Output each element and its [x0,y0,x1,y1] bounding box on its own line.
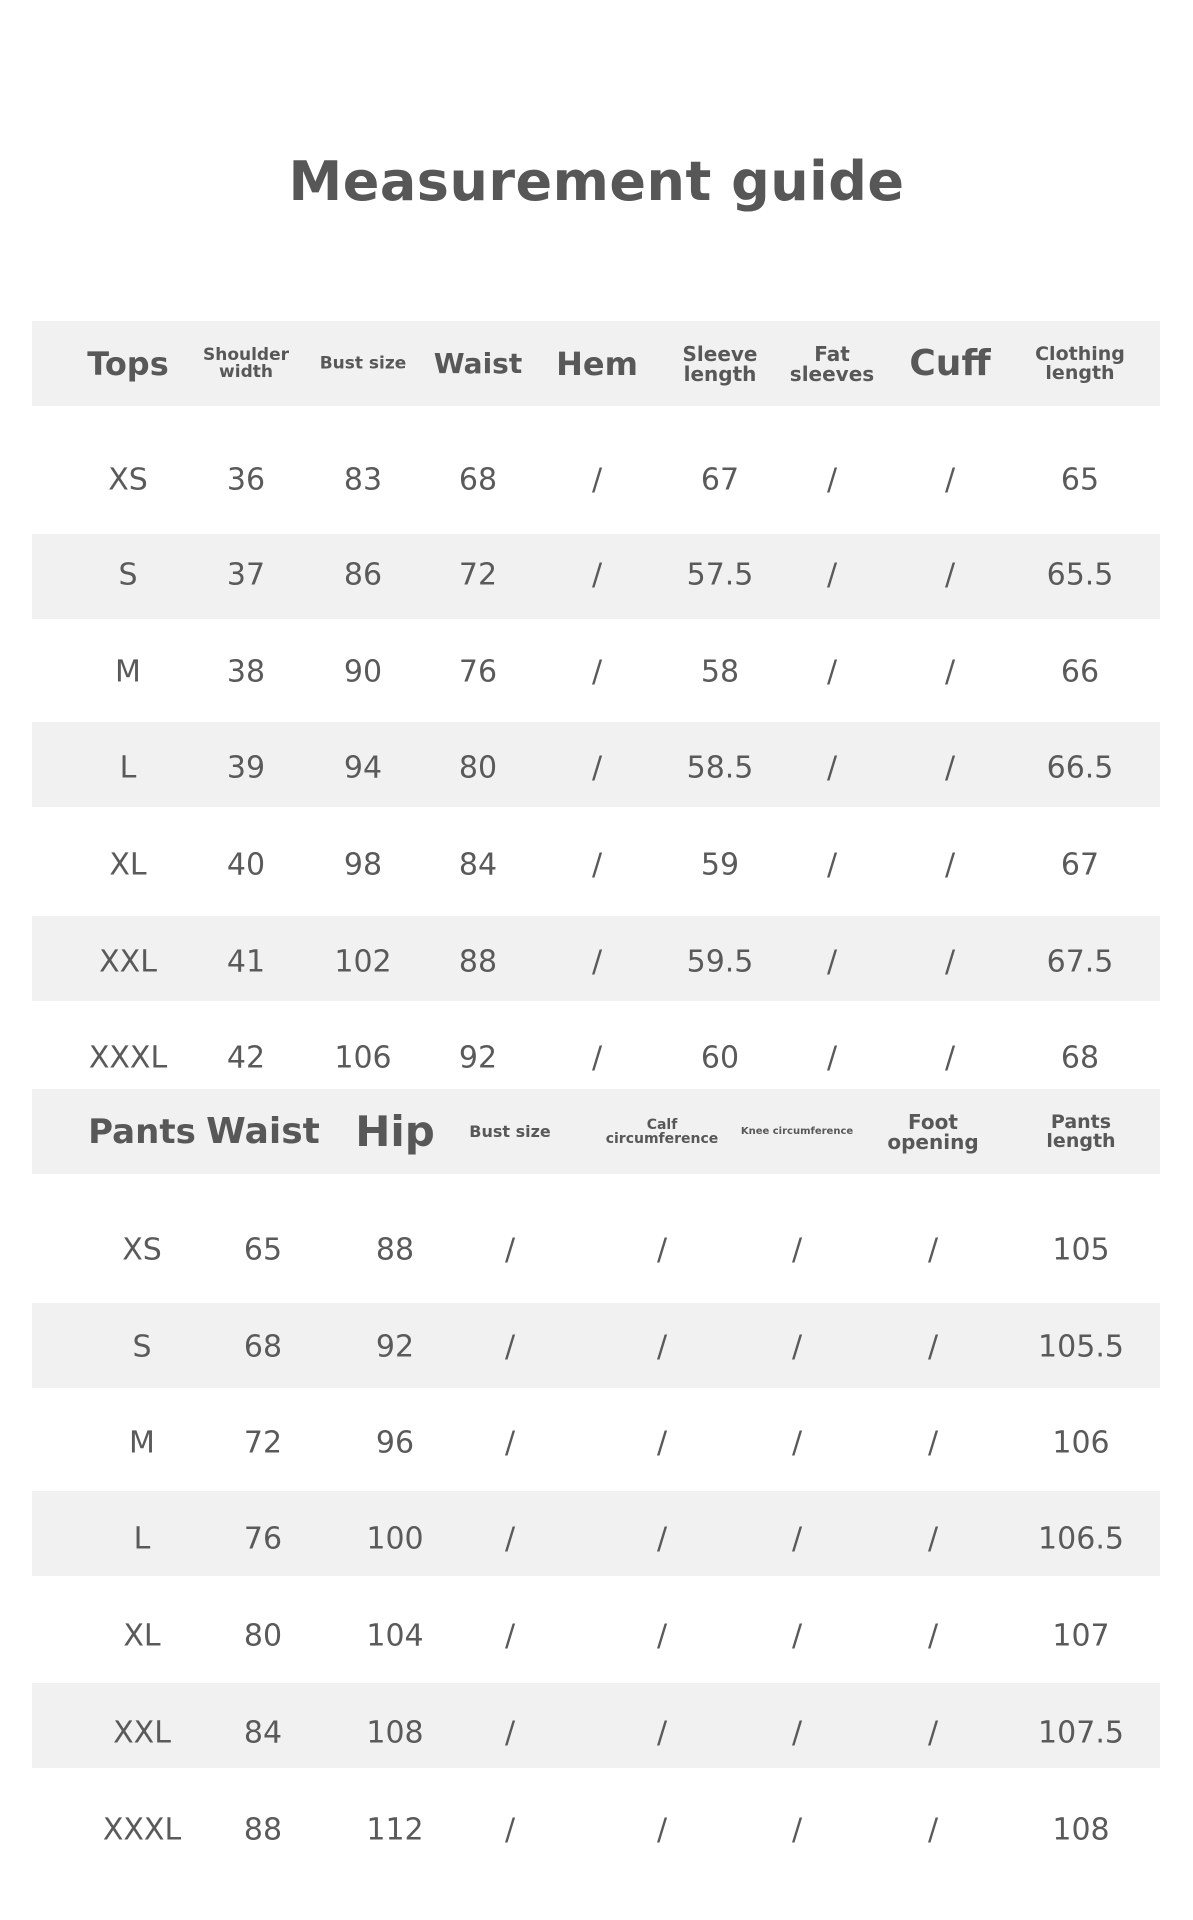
tops-size-label: M [115,654,141,690]
empty-value-slash: / [826,1040,838,1076]
tops-column-header: Waist [433,346,523,380]
pants-column-header: Calf circumference [605,1116,719,1147]
empty-value-slash: / [944,847,956,883]
tops-measurement-value: 68 [1060,1040,1100,1076]
pants-measurement-value: 76 [243,1521,283,1557]
tops-size-label: S [118,557,138,593]
pants-row-band [32,1303,1160,1388]
empty-value-slash: / [591,557,603,593]
empty-value-slash: / [791,1715,803,1751]
page-title: Measurement guide [288,150,905,213]
pants-measurement-value: 107 [1052,1618,1110,1654]
empty-value-slash: / [504,1812,516,1848]
empty-value-slash: / [504,1521,516,1557]
tops-measurement-value: 84 [458,847,498,883]
empty-value-slash: / [656,1425,668,1461]
empty-value-slash: / [927,1232,939,1268]
tops-measurement-value: 83 [343,462,383,498]
tops-measurement-value: 80 [458,750,498,786]
empty-value-slash: / [944,654,956,690]
tops-measurement-value: 67 [700,462,740,498]
empty-value-slash: / [791,1618,803,1654]
pants-measurement-value: 65 [243,1232,283,1268]
tops-measurement-value: 38 [226,654,266,690]
empty-value-slash: / [944,1040,956,1076]
tops-column-header: Sleeve length [682,341,758,386]
empty-value-slash: / [927,1425,939,1461]
pants-size-label: M [129,1425,155,1461]
empty-value-slash: / [826,944,838,980]
empty-value-slash: / [591,750,603,786]
tops-measurement-value: 90 [343,654,383,690]
empty-value-slash: / [791,1812,803,1848]
empty-value-slash: / [944,557,956,593]
tops-measurement-value: 98 [343,847,383,883]
tops-measurement-value: 60 [700,1040,740,1076]
tops-measurement-value: 36 [226,462,266,498]
empty-value-slash: / [591,654,603,690]
empty-value-slash: / [826,462,838,498]
tops-measurement-value: 58 [700,654,740,690]
empty-value-slash: / [591,847,603,883]
pants-size-label: XXXL [102,1812,182,1848]
tops-measurement-value: 86 [343,557,383,593]
pants-measurement-value: 112 [366,1812,424,1848]
empty-value-slash: / [656,1812,668,1848]
pants-measurement-value: 108 [366,1715,424,1751]
empty-value-slash: / [927,1521,939,1557]
tops-measurement-value: 67.5 [1046,944,1114,980]
empty-value-slash: / [591,1040,603,1076]
tops-measurement-value: 65 [1060,462,1100,498]
pants-column-header: Bust size [469,1121,551,1141]
empty-value-slash: / [504,1618,516,1654]
tops-measurement-value: 106 [334,1040,392,1076]
pants-row-band [32,1683,1160,1768]
tops-column-header: Shoulder width [202,344,290,382]
empty-value-slash: / [826,750,838,786]
tops-measurement-value: 67 [1060,847,1100,883]
pants-measurement-value: 106.5 [1038,1521,1124,1557]
empty-value-slash: / [504,1715,516,1751]
pants-size-label: L [133,1521,151,1557]
pants-row-band [32,1491,1160,1576]
empty-value-slash: / [944,750,956,786]
pants-measurement-value: 72 [243,1425,283,1461]
tops-measurement-value: 102 [334,944,392,980]
tops-column-header: Clothing length [1035,342,1125,384]
tops-size-label: L [119,750,137,786]
tops-measurement-value: 57.5 [686,557,754,593]
empty-value-slash: / [504,1232,516,1268]
empty-value-slash: / [656,1521,668,1557]
tops-column-header: Bust size [319,353,407,373]
pants-size-label: XS [122,1232,162,1268]
tops-table-label: Tops [87,344,169,383]
pants-column-header: Pants length [1046,1110,1116,1152]
empty-value-slash: / [791,1329,803,1365]
tops-column-header: Fat sleeves [789,341,875,386]
tops-measurement-value: 72 [458,557,498,593]
tops-measurement-value: 66.5 [1046,750,1114,786]
tops-measurement-value: 41 [226,944,266,980]
empty-value-slash: / [944,944,956,980]
tops-measurement-value: 58.5 [686,750,754,786]
pants-measurement-value: 105 [1052,1232,1110,1268]
tops-measurement-value: 68 [458,462,498,498]
empty-value-slash: / [591,462,603,498]
pants-column-header: Knee circumference [740,1125,854,1137]
empty-value-slash: / [826,654,838,690]
pants-measurement-value: 88 [243,1812,283,1848]
empty-value-slash: / [504,1329,516,1365]
tops-measurement-value: 39 [226,750,266,786]
empty-value-slash: / [656,1618,668,1654]
pants-column-header: Foot opening [887,1109,979,1154]
pants-table-label: Pants [88,1111,196,1152]
pants-measurement-value: 92 [375,1329,415,1365]
pants-header-row [32,1089,1160,1174]
tops-size-label: XXXL [88,1040,168,1076]
pants-measurement-value: 106 [1052,1425,1110,1461]
empty-value-slash: / [791,1521,803,1557]
empty-value-slash: / [656,1232,668,1268]
empty-value-slash: / [826,557,838,593]
pants-measurement-value: 108 [1052,1812,1110,1848]
pants-measurement-value: 88 [375,1232,415,1268]
empty-value-slash: / [591,944,603,980]
tops-column-header: Cuff [909,342,991,384]
pants-measurement-value: 100 [366,1521,424,1557]
pants-size-label: XL [123,1618,161,1654]
tops-measurement-value: 37 [226,557,266,593]
pants-size-label: S [132,1329,152,1365]
tops-size-label: XXL [99,944,157,980]
tops-measurement-value: 66 [1060,654,1100,690]
pants-size-label: XXL [113,1715,171,1751]
tops-column-header: Hem [556,344,638,383]
tops-size-label: XS [108,462,148,498]
pants-column-header: Waist [206,1110,320,1152]
tops-measurement-value: 76 [458,654,498,690]
empty-value-slash: / [656,1715,668,1751]
empty-value-slash: / [927,1812,939,1848]
tops-measurement-value: 94 [343,750,383,786]
pants-measurement-value: 105.5 [1038,1329,1124,1365]
tops-measurement-value: 42 [226,1040,266,1076]
pants-measurement-value: 107.5 [1038,1715,1124,1751]
tops-measurement-value: 59.5 [686,944,754,980]
tops-measurement-value: 88 [458,944,498,980]
empty-value-slash: / [927,1618,939,1654]
pants-column-header: Hip [355,1106,435,1156]
tops-measurement-value: 92 [458,1040,498,1076]
tops-size-label: XL [109,847,147,883]
tops-measurement-value: 59 [700,847,740,883]
empty-value-slash: / [826,847,838,883]
pants-measurement-value: 104 [366,1618,424,1654]
empty-value-slash: / [927,1715,939,1751]
tops-measurement-value: 65.5 [1046,557,1114,593]
empty-value-slash: / [791,1232,803,1268]
pants-measurement-value: 96 [375,1425,415,1461]
empty-value-slash: / [944,462,956,498]
empty-value-slash: / [791,1425,803,1461]
empty-value-slash: / [927,1329,939,1365]
empty-value-slash: / [656,1329,668,1365]
tops-measurement-value: 40 [226,847,266,883]
pants-measurement-value: 68 [243,1329,283,1365]
empty-value-slash: / [504,1425,516,1461]
pants-measurement-value: 84 [243,1715,283,1751]
pants-measurement-value: 80 [243,1618,283,1654]
